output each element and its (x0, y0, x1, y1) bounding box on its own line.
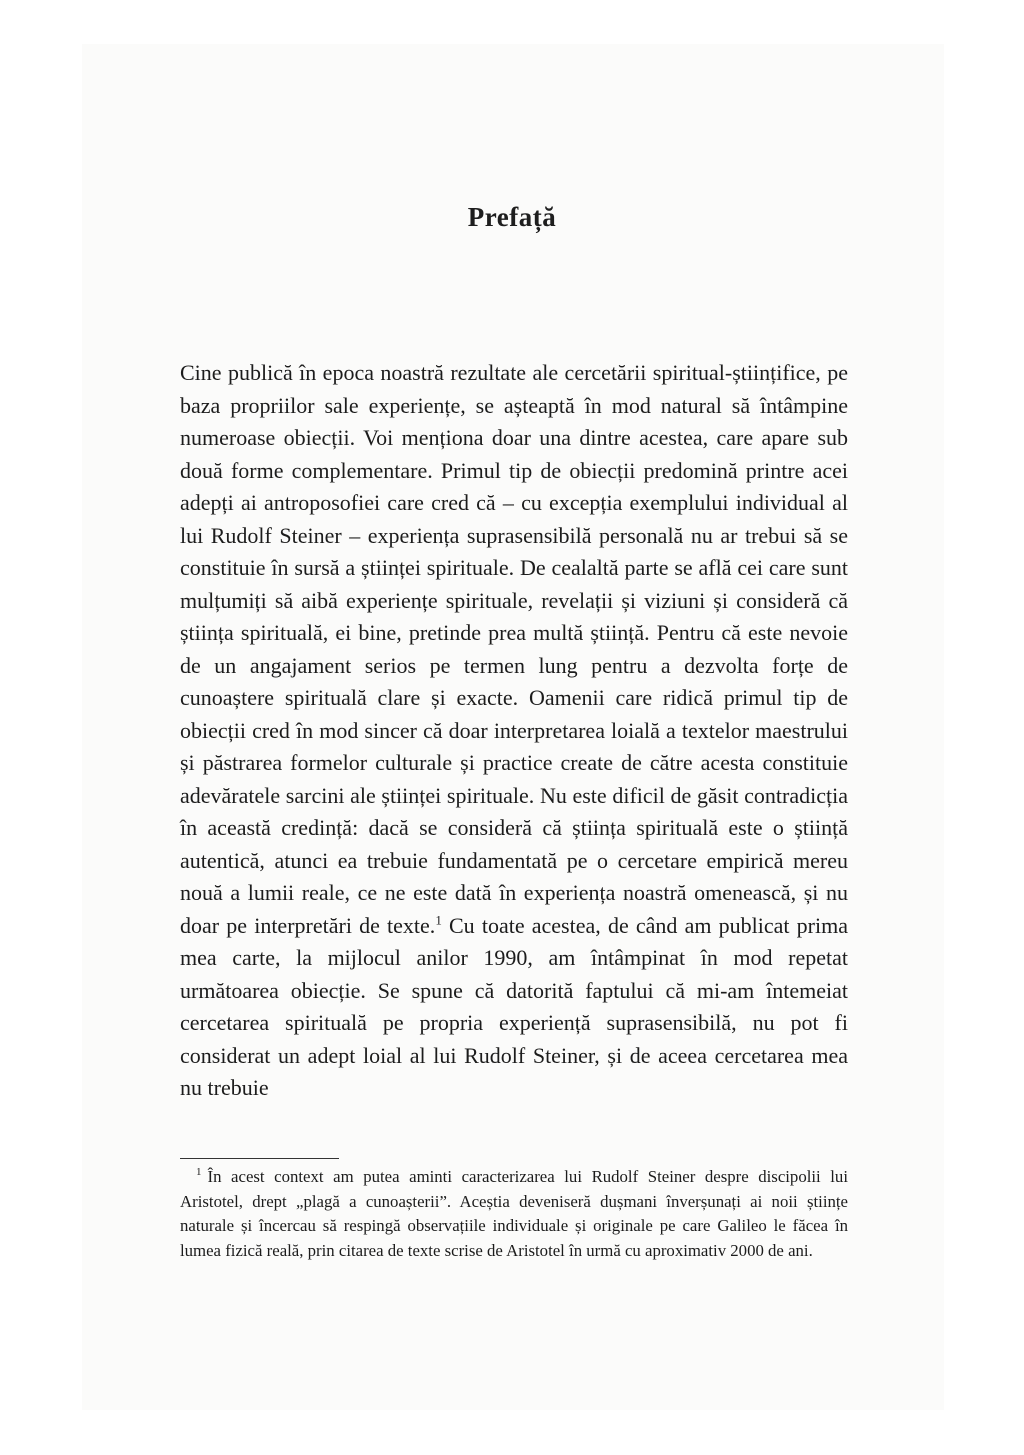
footnote-text: În acest context am putea aminti caracterizarea lui Rudolf Steiner despre discipolii lui Aristotel, drept „plagă a cunoașterii”. Aceștia deveniseră dușmani înverșunați ai noii științe naturale și încercau să respingă observațiile individuale și originale pe care Galileo le făcea în lumea fizică reală, prin citarea de texte scrise de Aristotel în urmă cu aproximativ 2000 de ani. (180, 1167, 848, 1260)
page-title: Prefață (467, 202, 557, 232)
footnote-reference[interactable]: 1 (435, 912, 442, 928)
footnote (180, 1165, 848, 1263)
paragraph-text: Cine publică în epoca noastră rezultate ale cercetării spiritual-științifice, pe baza propriilor sale experiențe, se așteaptă în mod natural să întâmpine numeroase obiecții. Voi menționa doar una dintre acestea, care apare sub două forme complementare. Primul tip de obiecții predomină printre acei adepți ai antroposofiei care cred că – cu excepția exemplului individual al lui Rudolf Steiner – experiența suprasensibilă personală nu ar trebui să se constituie în sursă a științei spirituale. De cealaltă parte se află cei care sunt mulțumiți să aibă experiențe spirituale, revelații și viziuni și consideră că știința spirituală, ei bine, pretinde prea multă știință. Pentru că este nevoie de un angajament serios pe termen lung pentru a dezvolta forțe de cunoaștere spirituală clare și exacte. Oamenii care ridică primul tip de obiecții cred în mod sincer că doar interpretarea loială a textelor maestrului și păstrarea formelor culturale și practice create de către acesta constituie adevăratele sarcini ale științei spirituale. Nu este dificil de găsit contradicția în această credință: dacă se consideră că știința spirituală este o știință autentică, atunci ea trebuie fundamentată pe o cercetare empirică mereu nouă a lumii reale, ce ne este dată în experiența noastră omenească, și nu doar pe interpretări de texte. (180, 360, 848, 938)
footnote-separator (180, 1158, 339, 1159)
body-paragraph (180, 357, 848, 1105)
footnote-number: 1 (196, 1166, 202, 1179)
paragraph-continuation: Cu toate acestea, de când am publicat prima mea carte, la mijlocul anilor 1990, am întâmpinat în mod repetat următoarea obiecție. Se spune că datorită faptului că mi-am întemeiat cercetarea spirituală pe propria experiență suprasensibilă, nu pot fi considerat un adept loial al lui Rudolf Steiner, și de aceea cercetarea mea nu trebuie (180, 912, 848, 1100)
